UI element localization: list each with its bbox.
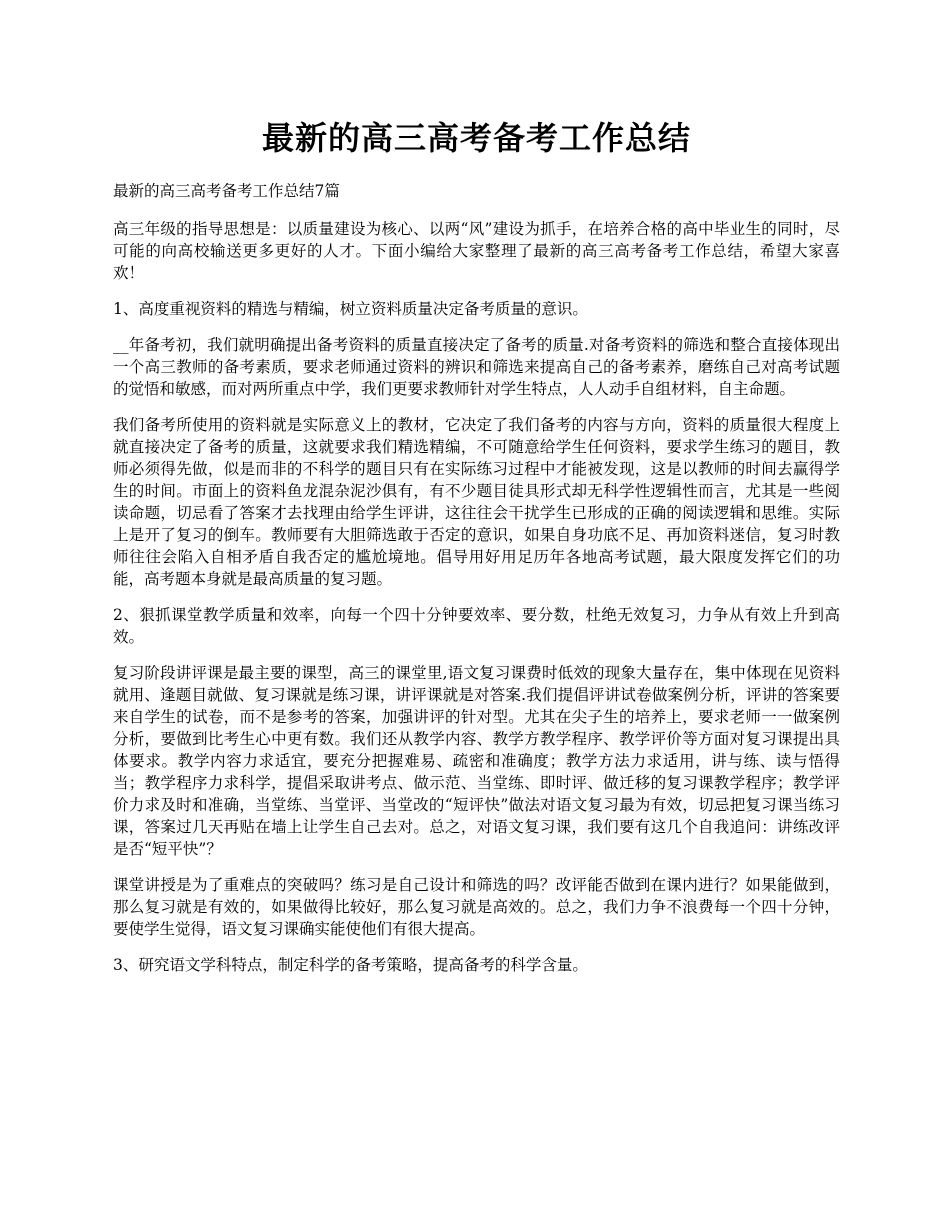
document-subtitle: 最新的高三高考备考工作总结7篇 [113, 182, 340, 200]
section-heading-2: 2、狠抓课堂教学质量和效率，向每一个四十分钟要效率、要分数，杜绝无效复习，力争从有效上升到高效。 [113, 606, 840, 646]
body-paragraph: 我们备考所使用的资料就是实际意义上的教材，它决定了我们备考的内容与方向，资料的质量很大程度上就直接决定了备考的质量，这就要求我们精选精编，不可随意给学生任何资料，要求学生练习的题目，教师必须得先做，似是而非的不科学的题目只有在实际练习过程中才能被发现，这是以教师的时间去赢得学生的时间。市面上的资料鱼龙混杂泥沙俱有，有不少题目徒具形式却无科学性逻辑性而言，尤其是一些阅读命题，切忌看了答案才去找理由给学生评讲，这往往会干扰学生已形成的正确的阅读逻辑和思维。实际上是开了复习的倒车。教师要有大胆筛选敢于否定的意识，如果自身功底不足、再加资料迷信，复习时教师往往会陷入自相矛盾自我否定的尴尬境地。倡导用好用足历年各地高考试题，最大限度发挥它们的功能，高考题本身就是最高质量的复习题。 [113, 416, 840, 588]
document-title: 最新的高三高考备考工作总结 [261, 119, 691, 157]
intro-paragraph: 高三年级的指导思想是：以质量建设为核心、以两“风”建设为抓手，在培养合格的高中毕业生的同时，尽可能的向高校输送更多更好的人才。下面小编给大家整理了最新的高三高考备考工作总结，希望大家喜欢！ [113, 220, 840, 282]
body-paragraph: 课堂讲授是为了重难点的突破吗？练习是自己设计和筛选的吗？改评能否做到在课内进行？如果能做到，那么复习就是有效的，如果做得比较好，那么复习就是高效的。总之，我们力争不浪费每一个四十分钟，要使学生觉得，语文复习课确实能使他们有很大提高。 [113, 876, 840, 938]
body-paragraph: 复习阶段讲评课是最主要的课型，高三的课堂里,语文复习课费时低效的现象大量存在，集中体现在见资料就用、逢题目就做、复习课就是练习课，讲评课就是对答案.我们提倡评讲试卷做案例分析，评讲的答案要来自学生的试卷，而不是参考的答案，加强讲评的针对型。尤其在尖子生的培养上，要求老师一一做案例分析，要做到比考生心中更有数。我们还从教学内容、教学方教学程序、教学评价等方面对复习课提出具体要求。教学内容力求适宜，要充分把握难易、疏密和准确度；教学方法力求适用，讲与练、读与悟得当；教学程序力求科学，提倡采取讲考点、做示范、当堂练、即时评、做迁移的复习课教学程序；教学评价力求及时和准确，当堂练、当堂评、当堂改的“短评快”做法对语文复习最为有效，切忌把复习课当练习课，答案过几天再贴在墙上让学生自己去对。总之，对语文复习课，我们要有这几个自我追问：讲练改评是否“短平快”？ [113, 664, 840, 858]
body-paragraph: __年备考初，我们就明确提出备考资料的质量直接决定了备考的质量.对备考资料的筛选和整合直接体现出一个高三教师的备考素质，要求老师通过资料的辨识和筛选来提高自己的备考素养，磨练自己对高考试题的觉悟和敏感，而对两所重点中学，我们更要求教师针对学生特点，人人动手自组材料，自主命题。 [113, 336, 840, 398]
section-heading-1: 1、高度重视资料的精选与精编，树立资料质量决定备考质量的意识。 [113, 300, 588, 318]
document-page [113, 118, 840, 976]
section-heading-3: 3、研究语文学科特点，制定科学的备考策略，提高备考的科学含量。 [113, 956, 588, 974]
